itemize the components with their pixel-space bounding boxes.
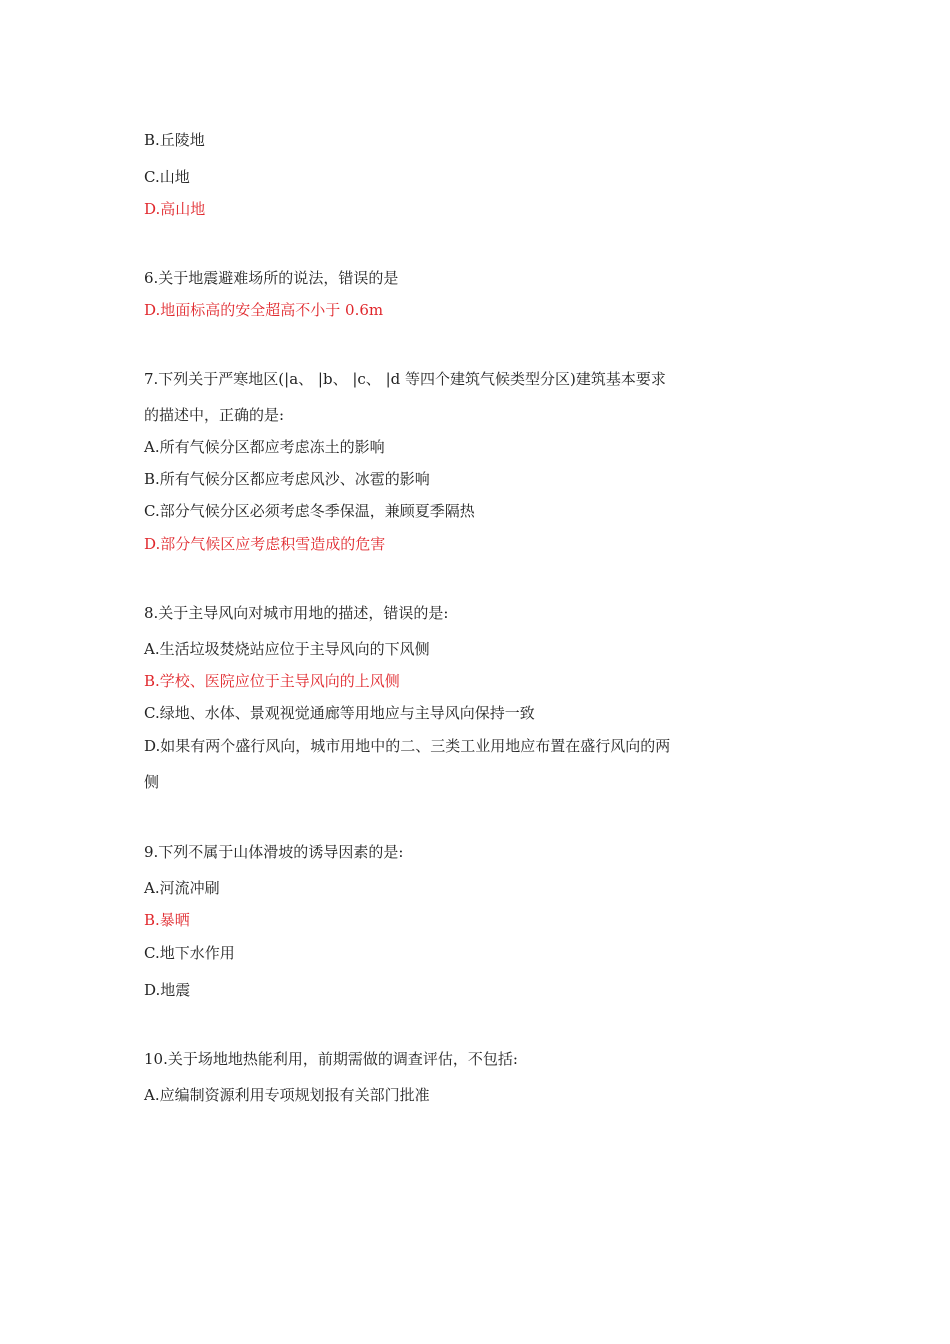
q7-question: 7.下列关于严寒地区(|a、 |b、 |c、 |d 等四个建筑气候类型分区)建筑基本要求 (144, 370, 666, 388)
q5-option-c: C.山地 (144, 168, 190, 186)
q7-option-d-answer: D.部分气候区应考虑积雪造成的危害 (144, 535, 386, 553)
q9-option-b-answer: B.暴晒 (144, 911, 190, 929)
q9-question: 9.下列不属于山体滑坡的诱导因素的是: (144, 843, 404, 861)
q7-option-a: A.所有气候分区都应考虑冻土的影响 (144, 438, 385, 456)
q9-option-d: D.地震 (144, 981, 191, 999)
q9-option-a: A.河流冲刷 (144, 879, 220, 897)
q10-option-a: A.应编制资源利用专项规划报有关部门批准 (144, 1086, 430, 1104)
q10-question: 10.关于场地地热能利用，前期需做的调查评估，不包括: (144, 1050, 518, 1068)
q8-question: 8.关于主导风向对城市用地的描述，错误的是: (144, 604, 449, 622)
q9-option-c: C.地下水作用 (144, 944, 235, 962)
q5-option-b: B.丘陵地 (144, 131, 205, 149)
q6-option-d-answer: D.地面标高的安全超高不小于 0.6m (144, 301, 384, 319)
q7-option-b: B.所有气候分区都应考虑风沙、冰雹的影响 (144, 470, 430, 488)
q7-option-c: C.部分气候分区必须考虑冬季保温，兼顾夏季隔热 (144, 502, 475, 520)
q7-question-cont: 的描述中，正确的是: (144, 406, 285, 424)
q8-option-d: D.如果有两个盛行风向，城市用地中的二、三类工业用地应布置在盛行风向的两 (144, 737, 671, 755)
q8-option-d-cont: 侧 (144, 773, 160, 791)
q8-option-a: A.生活垃圾焚烧站应位于主导风向的下风侧 (144, 640, 430, 658)
q5-option-d-answer: D.高山地 (144, 200, 206, 218)
q8-option-c: C.绿地、水体、景观视觉通廊等用地应与主导风向保持一致 (144, 704, 535, 722)
q8-option-b-answer: B.学校、医院应位于主导风向的上风侧 (144, 672, 400, 690)
q6-question: 6.关于地震避难场所的说法，错误的是 (144, 269, 399, 287)
